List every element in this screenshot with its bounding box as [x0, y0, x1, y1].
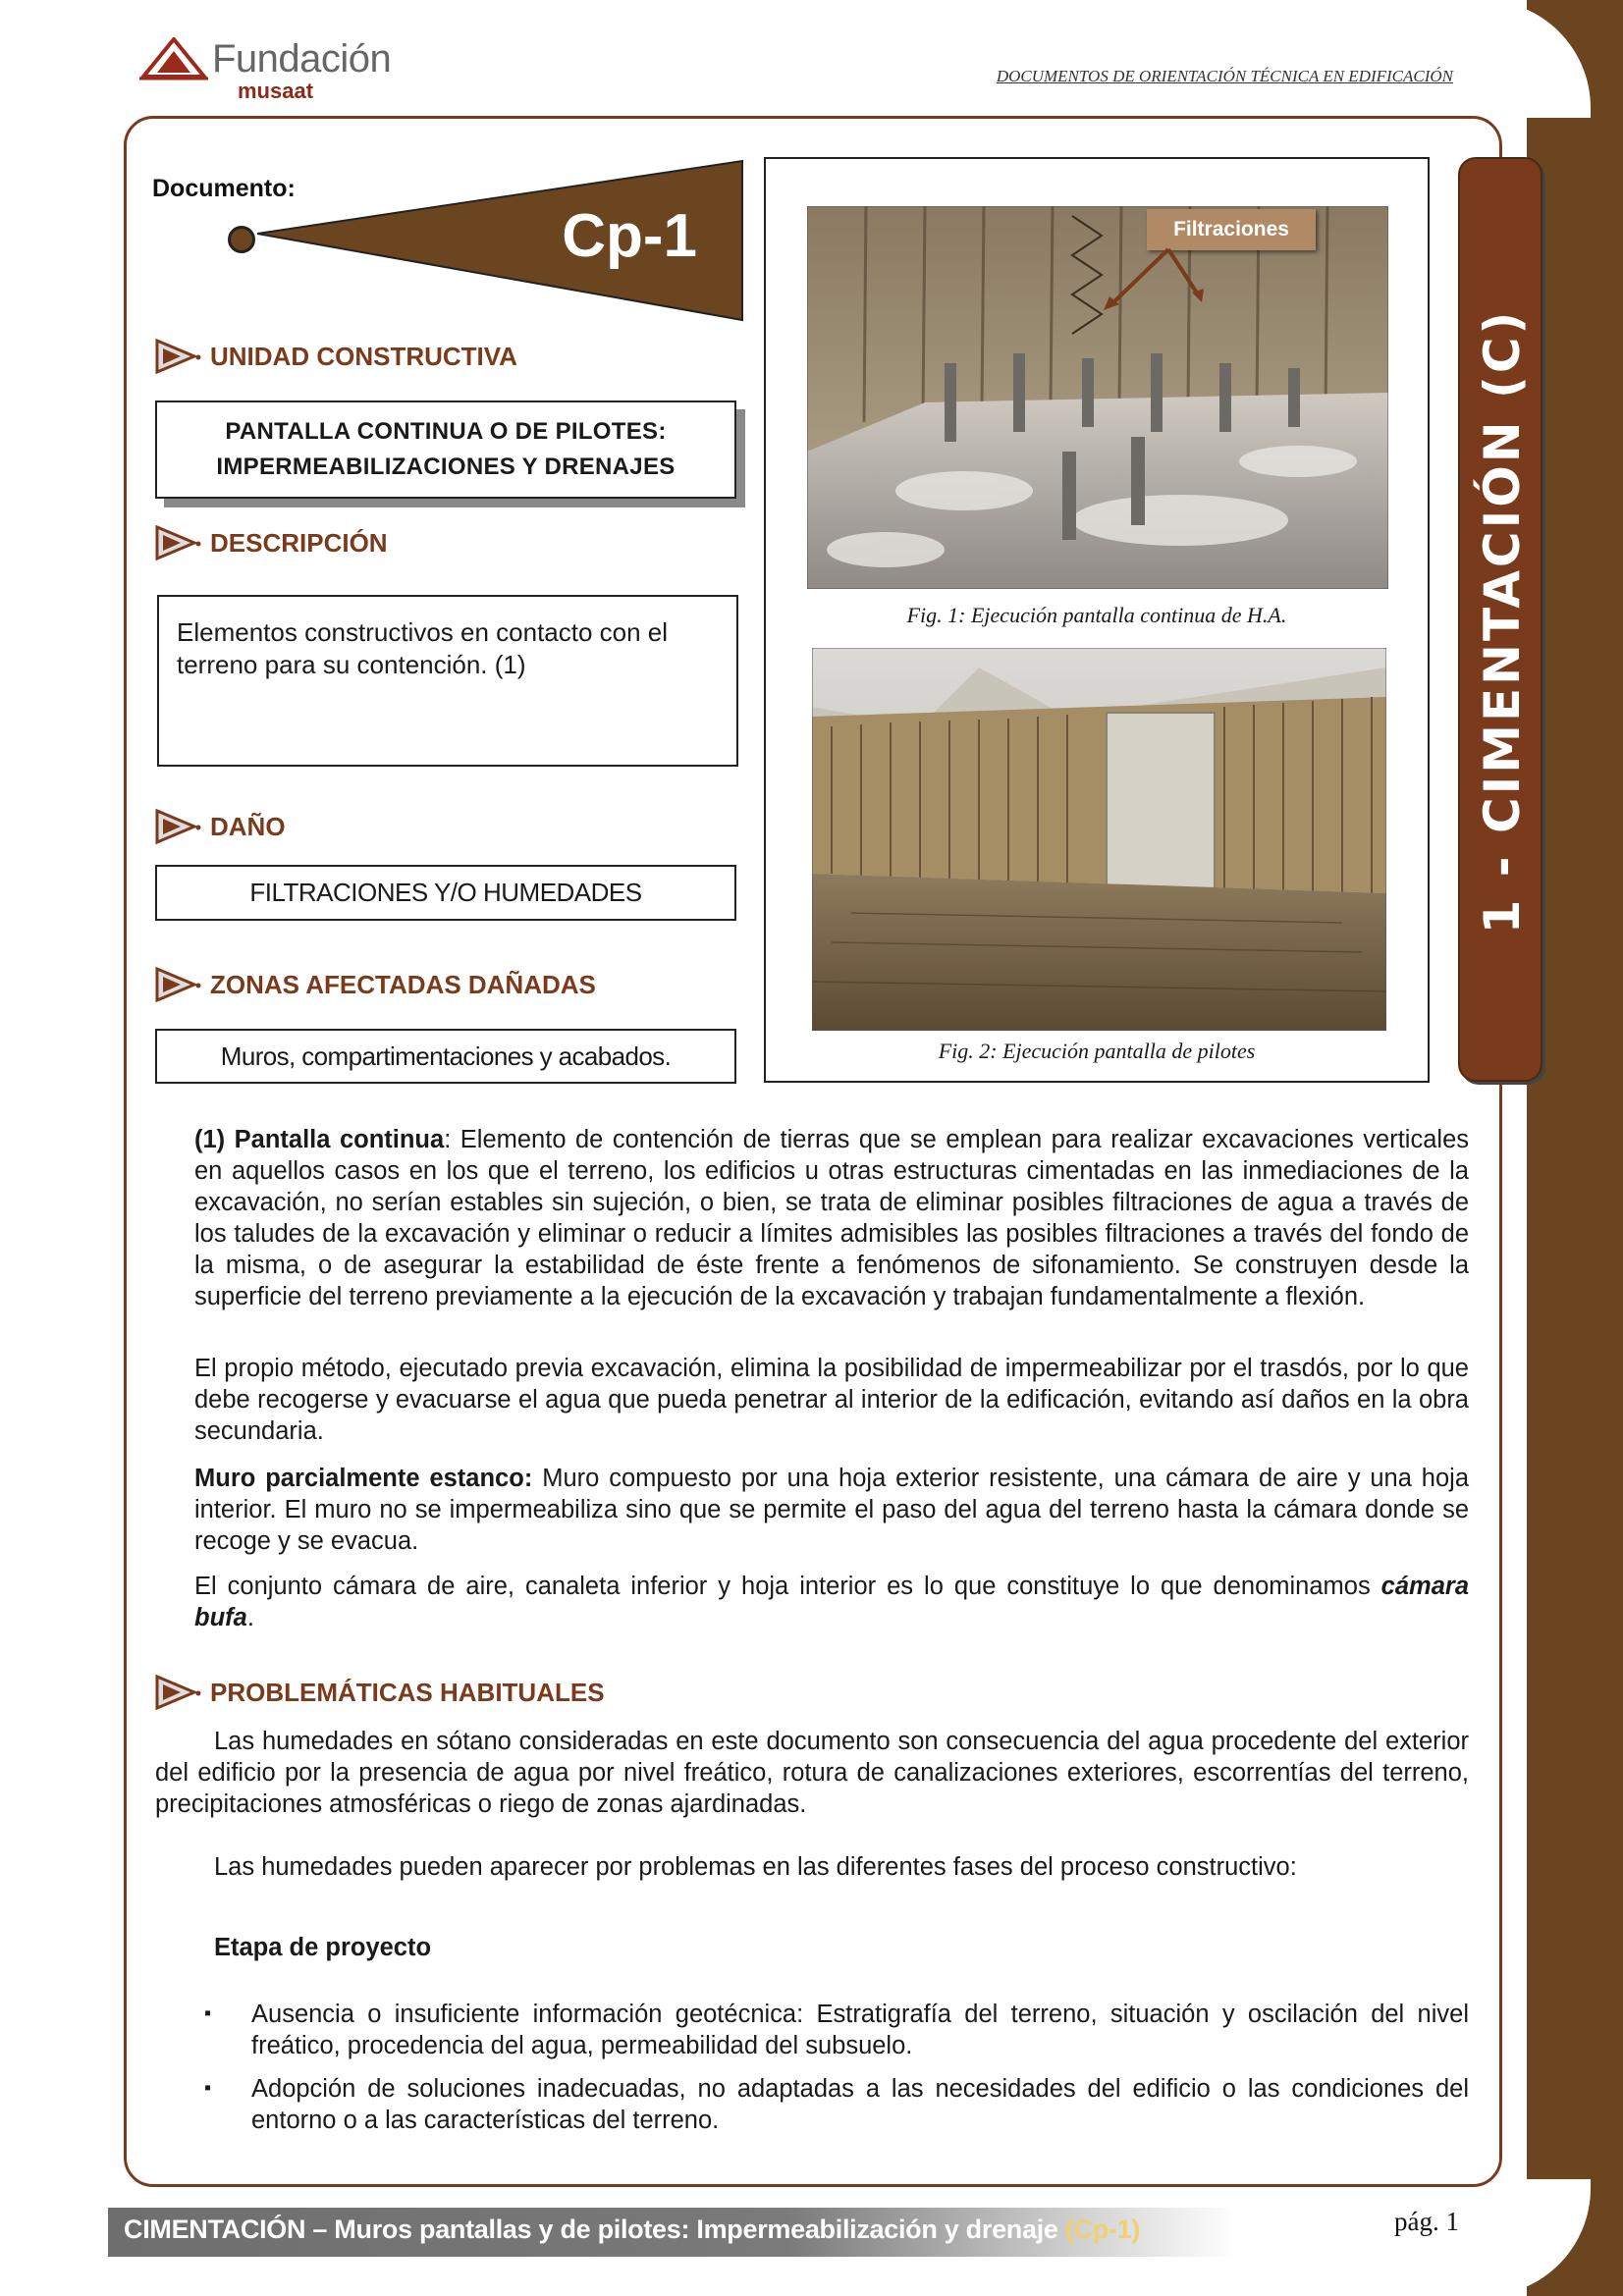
footer-text: CIMENTACIÓN – Muros pantallas y de pilotes: Impermeabilización y drenaje	[124, 2215, 1058, 2244]
footer-title	[124, 2215, 1140, 2245]
logo-name: Fundación	[212, 37, 392, 80]
paragraph-muro-estanco	[194, 1463, 1469, 1557]
filtraciones-arrows-icon	[1100, 245, 1217, 314]
photo-diaphragm-wall	[807, 206, 1388, 589]
footer-code: (Cp-1)	[1064, 2215, 1141, 2244]
photo-pile-wall	[812, 648, 1386, 1031]
section-zones-title: ZONAS AFECTADAS DAÑADAS	[210, 969, 596, 999]
section-arrow-icon	[155, 965, 202, 1004]
section-description-header	[155, 523, 388, 562]
section-arrow-icon	[155, 337, 202, 376]
chapter-tab	[1458, 157, 1542, 1082]
header-tagline: DOCUMENTOS DE ORIENTACIÓN TÉCNICA EN EDIFICACIÓN	[996, 67, 1453, 85]
paragraph-metodo: El propio método, ejecutado previa excavación, elimina la posibilidad de impermeabilizar por el trasdós, por lo que debe recogerse y evacuarse el agua que pueda penetrar al interior de la edificación, evitando así daños en la obra secundaria.	[194, 1355, 1469, 1445]
paragraph-text: El conjunto cámara de aire, canaleta inferior y hoja interior es lo que constituye lo que denominamos	[194, 1573, 1381, 1600]
damage-box: FILTRACIONES Y/O HUMEDADES	[155, 865, 736, 921]
paragraph-text: Muro compuesto por una hoja exterior resistente, una cámara de aire y una hoja interior. El muro no se impermeabiliza sino que se permite el paso del agua del terreno hasta la cámara donde se recoge y se evacua.	[194, 1465, 1470, 1555]
paragraph-pantalla-continua	[194, 1124, 1469, 1312]
section-problems-title: PROBLEMÁTICAS HABITUALES	[210, 1677, 605, 1707]
term-pantalla-continua: (1) Pantalla continua	[194, 1126, 445, 1153]
filtraciones-label: Filtraciones	[1147, 209, 1316, 250]
zones-box: Muros, compartimentaciones y acabados.	[155, 1029, 736, 1084]
section-unit-header	[155, 337, 517, 376]
figure-2-caption: Fig. 2: Ejecución pantalla de pilotes	[938, 1039, 1256, 1063]
term-muro-estanco: Muro parcialmente estanco:	[194, 1465, 533, 1492]
description-box: Elementos constructivos en contacto con el terreno para su contención. (1)	[157, 595, 738, 767]
paragraph-camara-bufa	[194, 1571, 1469, 1633]
term-camara-bufa: cámara bufa	[194, 1573, 1469, 1631]
section-unit-title: UNIDAD CONSTRUCTIVA	[210, 341, 517, 371]
unit-line-1: PANTALLA CONTINUA O DE PILOTES:	[225, 418, 667, 445]
paragraph-humedades-fases: Las humedades pueden aparecer por problemas en las diferentes fases del proceso constructivo:	[214, 1853, 1297, 1881]
document-label: Documento:	[152, 175, 296, 202]
stage-title: Etapa de proyecto	[214, 1934, 432, 1961]
unit-line-2: IMPERMEABILIZACIONES Y DRENAJES	[216, 454, 676, 480]
logo	[139, 37, 405, 106]
bullet-item: Adopción de soluciones inadecuadas, no adaptadas a las necesidades del edificio o las condiciones del entorno o a las características del terreno.	[251, 2075, 1469, 2134]
bullet-item: Ausencia o insuficiente información geotécnica: Estratigrafía del terreno, situación y oscilación del nivel freático, procedencia del agua, permeabilidad del subsuelo.	[251, 2001, 1469, 2059]
document-dot-icon	[228, 226, 255, 253]
section-damage-title: DAÑO	[210, 811, 286, 841]
bullet-marker: ▪	[204, 2002, 212, 2024]
document-code: Cp-1	[562, 202, 697, 270]
section-problems-header	[155, 1673, 605, 1712]
section-arrow-icon	[155, 807, 202, 846]
section-zones-header	[155, 965, 596, 1004]
chapter-tab-label: 1 - CIMENTACIÓN (C)	[1474, 308, 1531, 934]
paragraph-end: .	[246, 1604, 254, 1631]
section-arrow-icon	[155, 1673, 202, 1712]
figure-1-caption: Fig. 1: Ejecución pantalla continua de H.A.	[906, 603, 1287, 627]
paragraph-humedades-sotano: Las humedades en sótano consideradas en este documento son consecuencia del agua procedente del exterior del edificio por la presencia de agua por nivel freático, rotura de canalizaciones exteriores, escorrentías del terreno, precipitaciones atmosféricas o riego de zonas ajardinadas.	[155, 1728, 1469, 1818]
page-number: pág. 1	[1394, 2207, 1459, 2236]
paragraph-text: : Elemento de contención de tierras que se emplean para realizar excavaciones verticales en aquellos casos en los que el terreno, los edificios u otras estructuras cimentadas en las inmediaciones de la excavación, no serían estables sin sujeción, o bien, se trata de eliminar posibles filtraciones de agua a través de los taludes de la excavación y eliminar o reducir a límites admisibles las posibles filtraciones a través del fondo de la misma, o de asegurar la estabilidad de éste frente a fenómenos de sifonamiento. Se construyen desde la superficie del terreno previamente a la ejecución de la excavación y trabajan fundamentalmente a flexión.	[194, 1126, 1469, 1310]
logo-sub: musaat	[238, 79, 314, 103]
section-description-title: DESCRIPCIÓN	[210, 527, 388, 558]
section-arrow-icon	[155, 523, 202, 562]
section-damage-header	[155, 807, 286, 846]
logo-mark-icon	[139, 37, 208, 86]
bullet-marker: ▪	[204, 2077, 212, 2099]
unit-box	[155, 400, 736, 499]
